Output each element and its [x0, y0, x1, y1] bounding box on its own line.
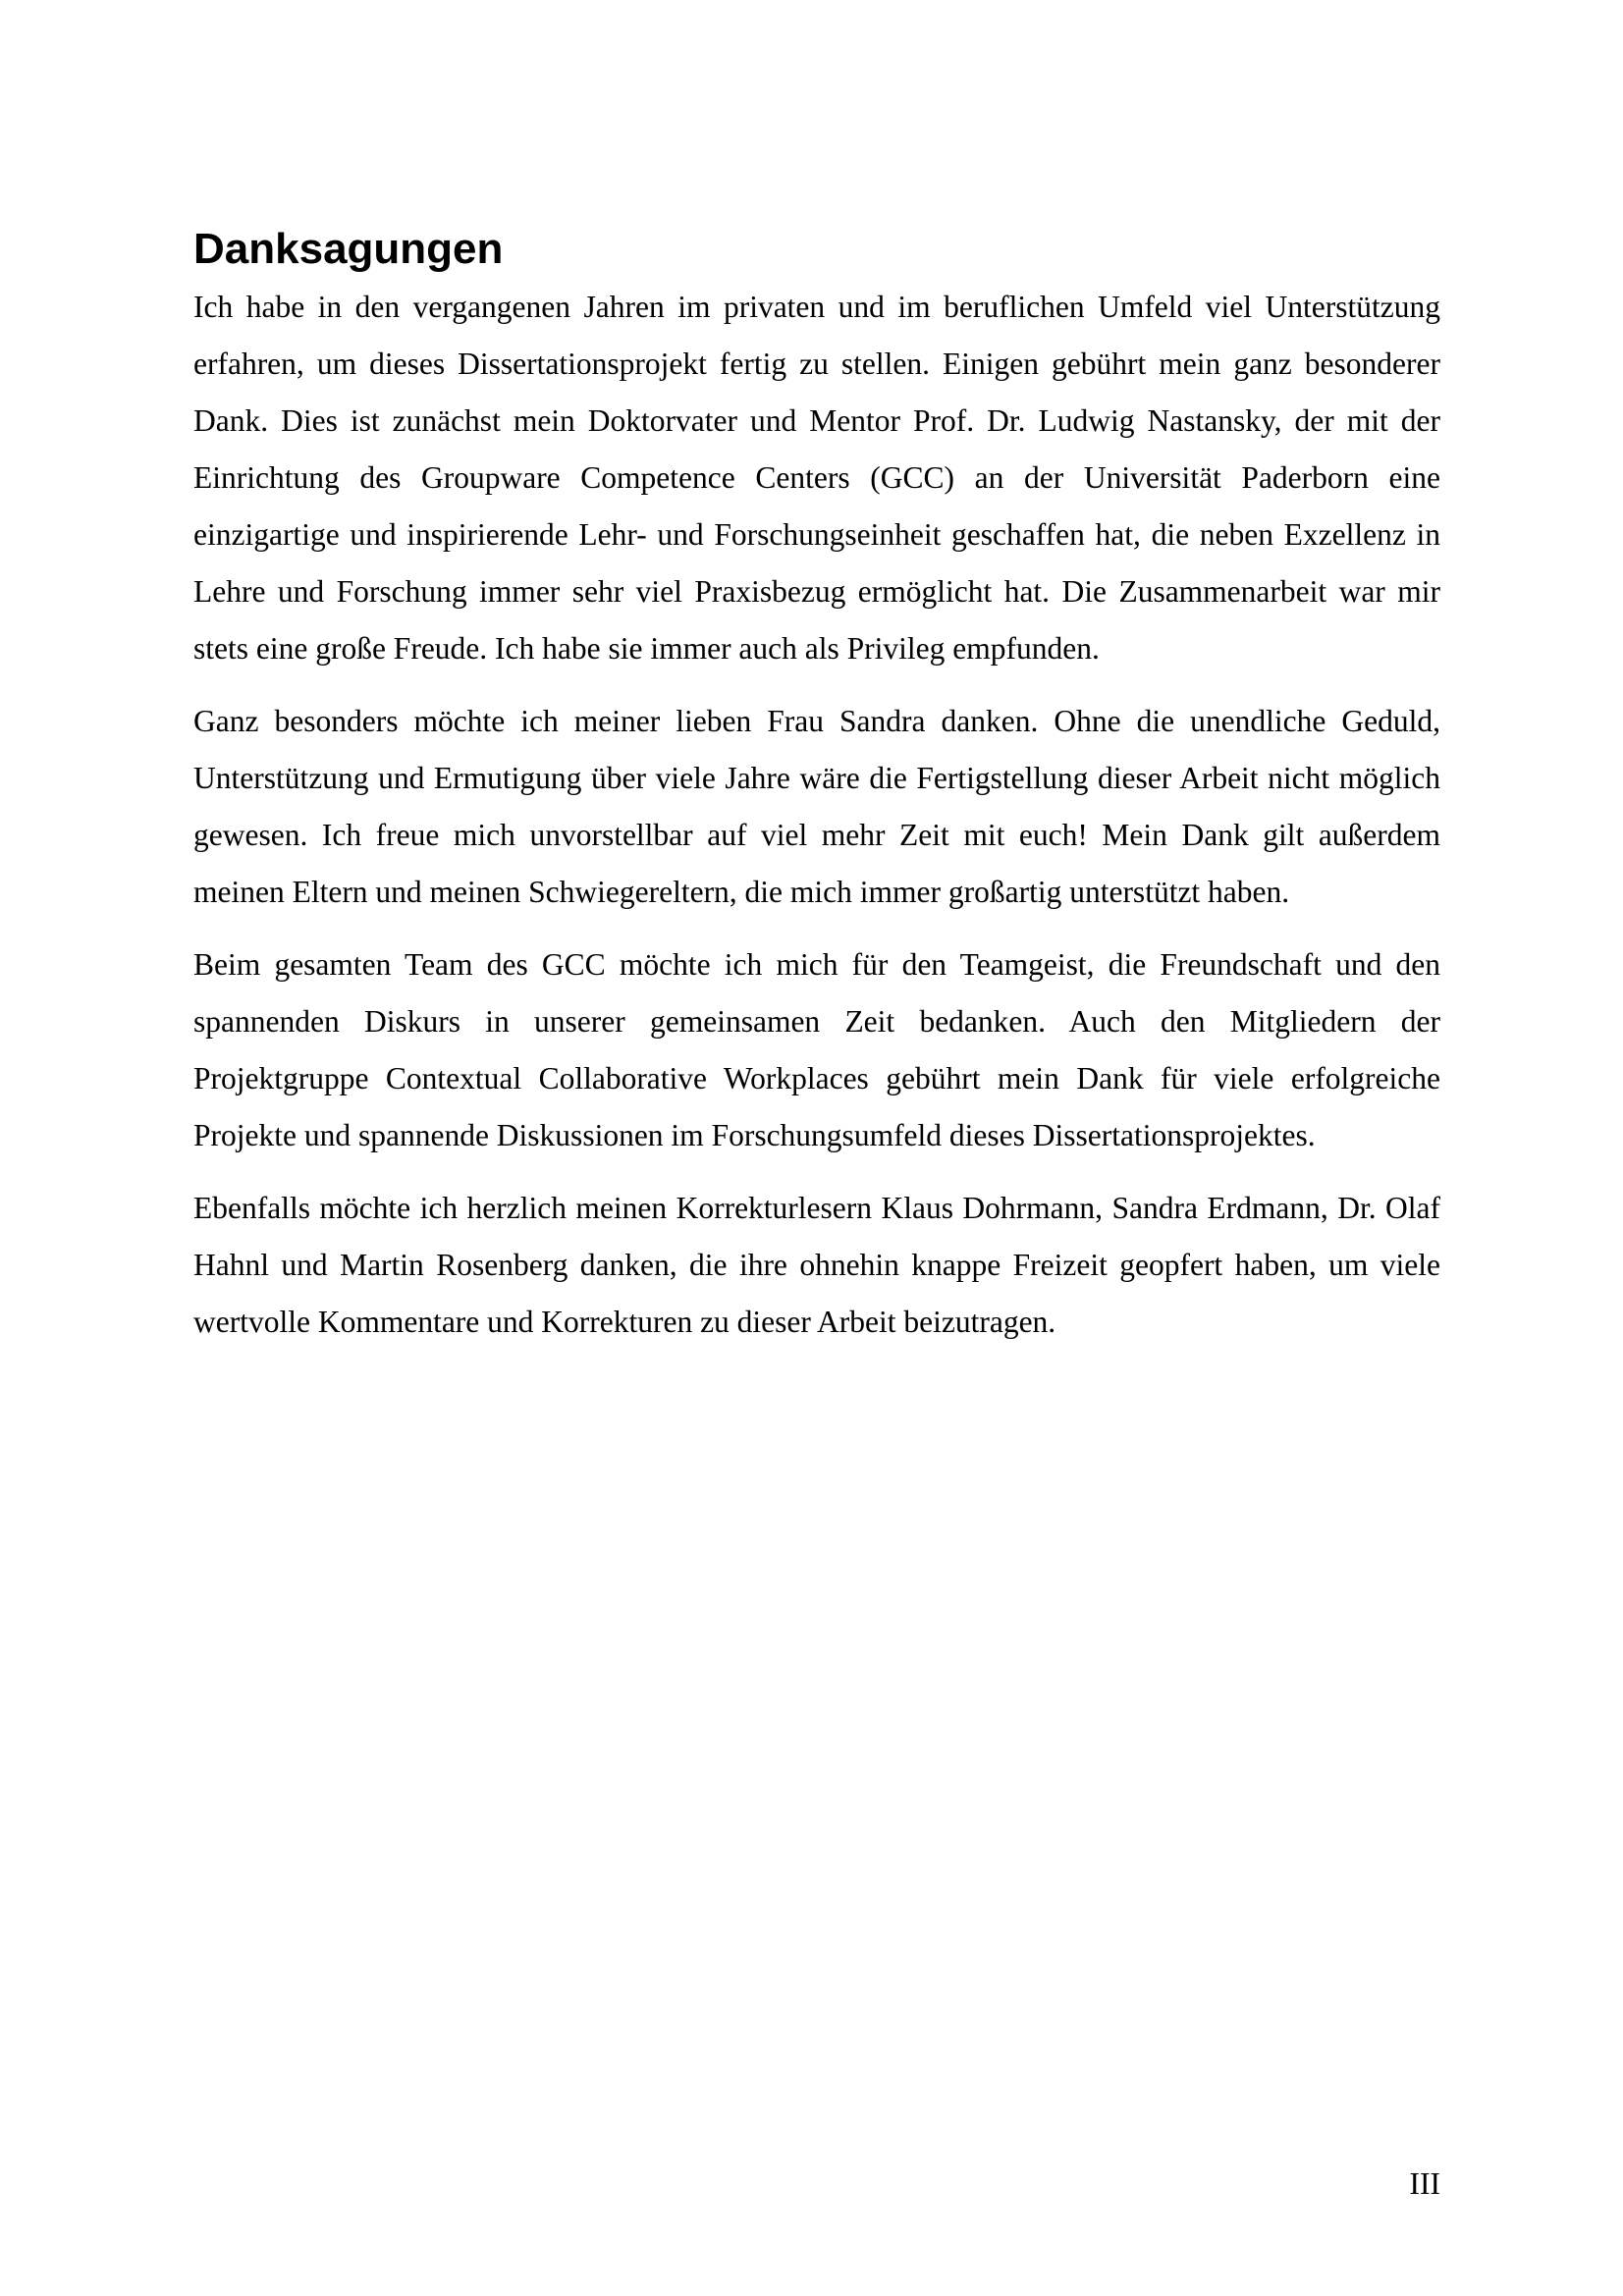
document-page	[193, 226, 1440, 1366]
page-number: III	[1409, 2166, 1440, 2201]
paragraph-1: Ich habe in den vergangenen Jahren im privaten und im beruflichen Umfeld viel Unterstützung erfahren, um dieses Dissertationsprojekt fertig zu stellen. Einigen gebührt mein ganz besonderer Dank. Dies ist zunächst mein Doktorvater und Mentor Prof. Dr. Ludwig Nastansky, der mit der Einrichtung des Groupware Competence Centers (GCC) an der Universität Paderborn eine einzigartige und inspirierende Lehr- und Forschungseinheit geschaffen hat, die neben Exzellenz in Lehre und Forschung immer sehr viel Praxisbezug ermöglicht hat. Die Zusammenarbeit war mir stets eine große Freude. Ich habe sie immer auch als Privileg empfunden.	[193, 290, 1440, 666]
paragraph-2: Ganz besonders möchte ich meiner lieben Frau Sandra danken. Ohne die unendliche Geduld, Unterstützung und Ermutigung über viele Jahre wäre die Fertigstellung dieser Arbeit nicht möglich gewesen. Ich freue mich unvorstellbar auf viel mehr Zeit mit euch! Mein Dank gilt außerdem meinen Eltern und meinen Schwiegereltern, die mich immer großartig unterstützt haben.	[193, 704, 1440, 909]
page-title: Danksagungen	[193, 225, 504, 273]
paragraph-3: Beim gesamten Team des GCC möchte ich mich für den Teamgeist, die Freundschaft und den spannenden Diskurs in unserer gemeinsamen Zeit bedanken. Auch den Mitgliedern der Projektgruppe Contextual Collaborative Workplaces gebührt mein Dank für viele erfolgreiche Projekte und spannende Diskussionen im Forschungsumfeld dieses Dissertationsprojektes.	[193, 947, 1440, 1152]
paragraph-4: Ebenfalls möchte ich herzlich meinen Korrekturlesern Klaus Dohrmann, Sandra Erdmann, Dr. Olaf Hahnl und Martin Rosenberg danken, die ihre ohnehin knappe Freizeit geopfert haben, um viele wertvolle Kommentare und Korrekturen zu dieser Arbeit beizutragen.	[193, 1191, 1440, 1339]
